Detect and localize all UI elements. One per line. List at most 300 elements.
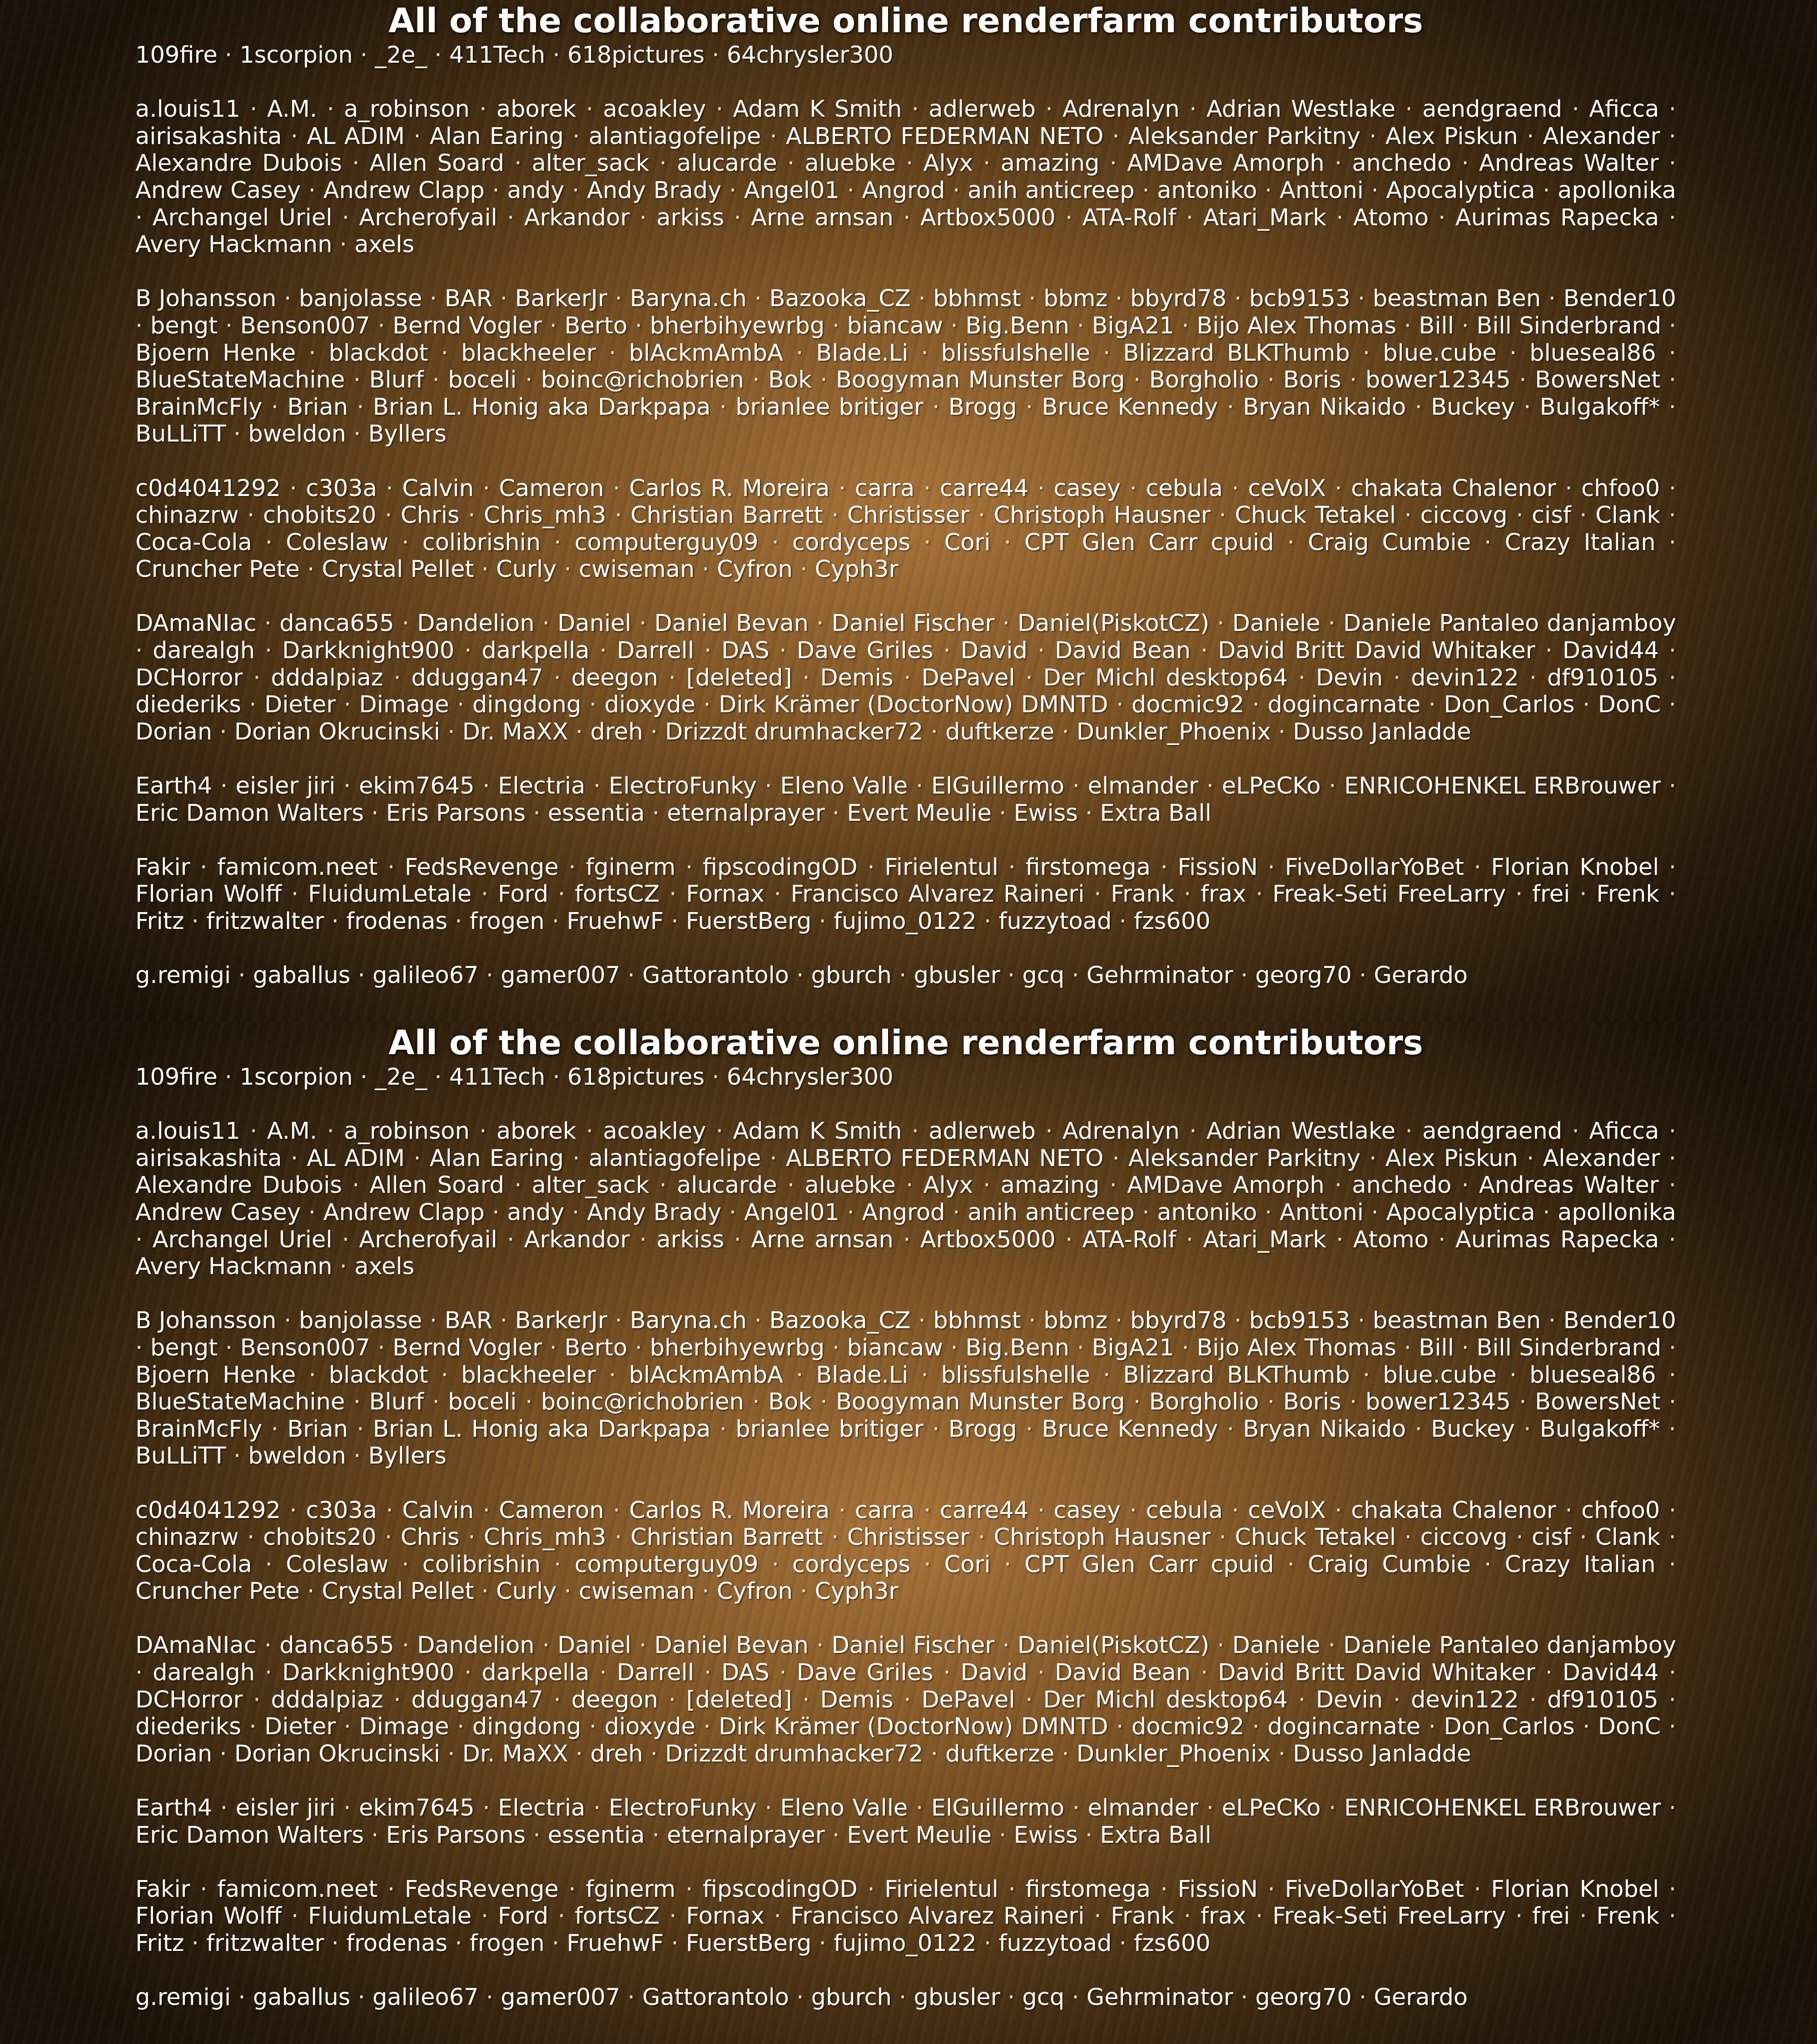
contributor-name: darealgh [153,1659,255,1687]
contributor-name: blissfulshelle [941,339,1091,367]
contributor-name: BrainMcFly [135,393,263,421]
contributor-name: adlerweb [928,96,1036,123]
contributor-name: frei [1532,1903,1570,1930]
contributor-name: georg70 [1255,962,1352,989]
separator-dot: · [1183,881,1191,908]
contributor-name: df910105 [1547,664,1658,691]
contributor-name: Chris [400,502,460,529]
separator-dot: · [457,691,465,719]
separator-dot: · [1484,1551,1492,1578]
contributor-name: Bok [768,1389,812,1416]
contributor-name: FluidumLetale [308,881,472,908]
contributor-name: eisler jiri [235,773,336,800]
separator-dot: · [832,799,840,827]
contributor-name: Brian [287,393,348,421]
contributor-name: galileo67 [372,1984,479,2011]
separator-dot: · [1668,1659,1677,1687]
contributor-name: Dr. MaXX [462,1740,568,1767]
separator-dot: · [668,1686,676,1713]
contributor-name: AL ADIM [307,123,405,150]
contributor-name: fujimo_0122 [834,1930,977,1957]
contributor-name: FuerstBerg [685,908,812,935]
separator-dot: · [831,1524,839,1551]
separator-dot: · [1002,1632,1010,1659]
separator-dot: · [1350,367,1357,394]
separator-dot: · [1133,1389,1141,1416]
contributor-name: anchedo [1352,1172,1452,1199]
separator-dot: · [1668,1551,1677,1578]
separator-dot: · [507,204,515,231]
separator-dot: · [932,393,940,421]
contributor-name: Alan Earing [429,1145,564,1172]
separator-dot: · [413,123,421,150]
separator-dot: · [639,1226,647,1253]
separator-dot: · [635,1334,642,1361]
separator-dot: · [225,312,233,339]
contributor-name: Extra Ball [1100,799,1211,827]
contributor-name: elmander [1087,1795,1199,1822]
contributor-name: Frenk [1596,1903,1659,1930]
contributor-name: Andy Brady [587,1199,722,1226]
contributor-name: Chuck Tetakel [1235,1524,1396,1551]
contributor-name: Crystal Pellet [322,1578,474,1605]
separator-dot: · [1200,637,1208,665]
contributor-name: ElGuillermo [931,773,1065,800]
separator-dot: · [771,1551,779,1578]
contributor-name: Buckey [1431,393,1515,421]
separator-dot: · [953,177,960,204]
contributor-name: dogincarnate [1267,1713,1421,1741]
contributor-name: Eris Parsons [386,799,526,827]
contributor-name: Adrian Westlake [1206,96,1396,123]
separator-dot: · [1515,1903,1523,1930]
contributor-name: diederiks [135,691,241,719]
contributor-name: Anttoni [1280,1199,1364,1226]
contributor-name: Adam K Smith [733,1118,902,1145]
contributor-name: Eleno Valle [780,773,908,800]
contributor-name: biancaw [847,312,943,339]
separator-dot: · [402,1551,409,1578]
contributor-name: DAS [721,637,769,665]
contributor-name: David Britt David Whitaker [1218,1659,1535,1687]
contributor-name: devin122 [1411,664,1519,691]
separator-dot: · [704,1659,712,1687]
separator-dot: · [796,962,804,989]
contributor-name: Blizzard BLKThumb [1123,339,1350,367]
separator-dot: · [754,1307,762,1335]
contributor-name: Big.Benn [965,1334,1070,1361]
separator-dot: · [250,1118,258,1145]
separator-dot: · [1335,1497,1342,1524]
contributor-name: georg70 [1255,1984,1352,2011]
separator-dot: · [771,529,779,556]
separator-dot: · [576,1740,583,1767]
contributor-name: FiveDollarYoBet [1285,853,1464,881]
contributor-name: FissioN [1177,1875,1258,1903]
separator-dot: · [671,908,679,935]
separator-dot: · [1206,1795,1214,1822]
separator-dot: · [1371,177,1379,204]
separator-dot: · [1668,1389,1677,1416]
contributor-name: blAckmAmbA [629,339,784,367]
separator-dot: · [1025,664,1033,691]
contributor-name: Apocalyptica [1386,177,1535,204]
separator-dot: · [1524,1415,1531,1443]
separator-dot: · [135,1334,143,1361]
separator-dot: · [916,773,923,800]
separator-dot: · [1298,664,1306,691]
separator-dot: · [1003,529,1012,556]
contributor-name: Bryan Nikaido [1243,1415,1406,1443]
contributor-name: David [960,1659,1028,1687]
contributor-name: famicom.neet [217,1875,378,1903]
separator-dot: · [1037,475,1045,502]
contributor-name: gcq [1022,1984,1065,2011]
separator-dot: · [135,1659,143,1687]
contributor-name: 1scorpion [239,1064,353,1091]
contributor-name: BlueStateMachine [135,1389,345,1416]
contributor-name: Ford [498,881,549,908]
contributor-name: gamer007 [501,962,621,989]
separator-dot: · [360,42,368,69]
separator-dot: · [906,1172,913,1199]
contributor-name: fortsCZ [575,881,660,908]
contributor-group [135,1795,1676,1849]
contributor-name: aendgraend [1422,96,1563,123]
separator-dot: · [903,1226,911,1253]
separator-dot: · [1358,1307,1365,1335]
contributor-name: bower12345 [1365,1389,1511,1416]
contributor-name: c303a [306,1497,377,1524]
contributor-name: Daniel Fischer [831,1632,995,1659]
separator-dot: · [1668,96,1677,123]
separator-dot: · [434,42,442,69]
separator-dot: · [377,1334,385,1361]
separator-dot: · [233,421,241,448]
separator-dot: · [249,1713,257,1741]
contributor-name: BAR [444,1307,493,1335]
separator-dot: · [1133,367,1141,394]
contributor-name: carra [854,1497,915,1524]
separator-dot: · [1072,773,1080,800]
contributor-name: cwiseman [579,1578,695,1605]
contributor-name: Bulgakoff* [1539,1415,1660,1443]
separator-dot: · [447,718,455,745]
contributor-name: AL ADIM [307,1145,405,1172]
contributor-name: Aficca [1589,1118,1659,1145]
separator-dot: · [1362,339,1370,367]
contributor-name: Curly [496,556,557,583]
contributor-name: computerguy09 [574,1551,759,1578]
separator-dot: · [1371,1199,1379,1226]
separator-dot: · [386,475,393,502]
separator-dot: · [923,475,931,502]
contributor-name: alantiagofelipe [588,1145,761,1172]
contributor-name: Andrew Clapp [323,177,485,204]
contributor-name: bengt [150,1334,218,1361]
contributor-name: Adrian Westlake [1206,1118,1396,1145]
contributor-name: Drizzdt drumhacker72 [665,1740,923,1767]
separator-dot: · [220,773,228,800]
contributor-name: blue.cube [1383,1361,1497,1389]
separator-dot: · [1359,1984,1367,2011]
contributor-name: Evert Meulie [847,1821,992,1849]
separator-dot: · [1668,691,1676,719]
separator-dot: · [357,962,365,989]
contributor-name: cordyceps [792,529,911,556]
separator-dot: · [671,1930,679,1957]
contributor-name: gburch [811,1984,892,2011]
separator-dot: · [1112,123,1120,150]
separator-dot: · [554,529,561,556]
contributor-name: fortsCZ [575,1903,660,1930]
separator-dot: · [719,393,727,421]
separator-dot: · [1668,502,1676,529]
contributor-name: fzs600 [1134,908,1211,935]
separator-dot: · [290,1145,298,1172]
contributor-name: Christoph Hausner [993,502,1211,529]
contributor-name: Arne arnsan [751,204,894,231]
separator-dot: · [1103,1361,1111,1389]
separator-dot: · [932,1415,940,1443]
separator-dot: · [754,285,762,313]
separator-dot: · [1393,664,1401,691]
contributor-name: Earth4 [135,1795,213,1822]
separator-dot: · [549,312,557,339]
contributor-name: Allen Soard [369,1172,505,1199]
contributor-group [135,1876,1676,1957]
contributor-name: chfoo0 [1581,475,1660,502]
contributor-name: ekim7645 [359,773,475,800]
contributor-name: Blurf [369,1389,424,1416]
contributor-name: Gattorantolo [642,962,789,989]
contributor-name: David44 [1562,1659,1659,1687]
separator-dot: · [1109,1172,1117,1199]
contributor-name: fuzzytoad [998,1930,1112,1957]
contributor-group [135,1307,1676,1470]
separator-dot: · [514,1172,522,1199]
separator-dot: · [265,1551,273,1578]
contributor-name: Bender10 [1563,1307,1676,1335]
separator-dot: · [650,1740,658,1767]
contributor-name: Darkknight900 [282,1659,455,1687]
contributor-name: 1scorpion [239,42,353,69]
separator-dot: · [1668,339,1676,367]
separator-dot: · [371,799,379,827]
contributor-name: BarkerJr [515,1307,607,1335]
separator-dot: · [1278,718,1286,745]
contributor-name: diederiks [135,1713,241,1741]
separator-dot: · [615,1307,622,1335]
separator-dot: · [514,150,522,177]
contributor-name: 618pictures [567,1064,705,1091]
separator-dot: · [291,1903,299,1930]
contributor-name: Don_Carlos [1444,691,1575,719]
contributor-name: fginerm [586,853,676,881]
contributor-name: Andrew Casey [135,1199,301,1226]
contributor-name: blueseal86 [1529,1361,1656,1389]
contributor-name: Archerofyail [359,1226,497,1253]
separator-dot: · [1265,177,1272,204]
separator-dot: · [1072,1795,1080,1822]
contributor-name: brianlee britiger [735,1415,923,1443]
contributor-name: arkiss [656,204,725,231]
contributor-name: Crazy Italian [1504,1551,1656,1578]
contributor-name: Baryna.ch [630,285,747,313]
separator-dot: · [343,773,351,800]
contributor-name: Cyph3r [814,1578,899,1605]
contributor-name: Daniele Pantaleo danjamboy [1343,1632,1677,1659]
separator-dot: · [402,1632,410,1659]
contributor-name: g.remigi [135,1984,231,2011]
contributor-name: Daniel(PiskotCZ) [1017,1632,1210,1659]
contributor-name: ElectroFunky [609,1795,757,1822]
contributor-name: DAS [721,1659,769,1687]
contributor-name: Archangel Uriel [152,1226,333,1253]
contributor-name: DonC [1598,1713,1661,1741]
contributor-name: bbyrd78 [1130,1307,1227,1335]
separator-dot: · [1484,529,1492,556]
contributor-name: Dunkler_Phoenix [1076,1740,1271,1767]
credits-title: All of the collaborative online renderfarm contributors [388,1,1423,40]
contributor-name: Francisco Alvarez Raineri [790,1903,1085,1930]
contributor-name: Frank [1111,1903,1175,1930]
separator-dot: · [639,610,647,637]
contributor-name: Bender10 [1563,285,1676,313]
contributor-group [135,1632,1676,1767]
contributor-name: fritzwalter [206,908,324,935]
separator-dot: · [434,1064,442,1091]
contributor-name: ciccovg [1420,502,1508,529]
contributor-name: Alex Piskun [1385,1145,1518,1172]
separator-dot: · [769,1145,777,1172]
contributor-name: Dieter [264,691,336,719]
contributor-name: chinazrw [135,502,239,529]
separator-dot: · [468,1524,476,1551]
contributor-name: A.M. [267,96,318,123]
contributor-name: dduggan47 [411,1686,543,1713]
contributor-name: 618pictures [567,42,705,69]
separator-dot: · [200,853,208,881]
separator-dot: · [1548,285,1556,313]
separator-dot: · [564,1578,571,1605]
contributor-name: chakata Chalenor [1351,1497,1556,1524]
contributor-group [135,854,1676,935]
separator-dot: · [847,1199,854,1226]
contributor-name: antoniko [1157,1199,1257,1226]
separator-dot: · [357,1984,365,2011]
separator-dot: · [1189,96,1197,123]
contributor-name: firstomega [1025,1875,1151,1903]
separator-dot: · [1065,204,1073,231]
separator-dot: · [1240,1984,1248,2011]
separator-dot: · [1668,881,1676,908]
contributor-name: bcb9153 [1249,285,1350,313]
separator-dot: · [1267,367,1275,394]
separator-dot: · [1526,1145,1534,1172]
separator-dot: · [552,908,560,935]
separator-dot: · [787,150,795,177]
contributor-name: [deleted] [686,664,792,691]
separator-dot: · [481,1903,489,1930]
separator-dot: · [704,637,712,665]
separator-dot: · [847,177,854,204]
contributor-name: Florian Knobel [1491,1875,1659,1903]
contributor-name: ElGuillermo [931,1795,1065,1822]
contributor-name: darkpella [482,637,590,665]
separator-dot: · [486,1984,494,2011]
contributor-name: Andreas Walter [1479,150,1659,177]
separator-dot: · [1025,1415,1033,1443]
contributor-name: bbhmst [933,1307,1021,1335]
contributor-name: Daniel Fischer [831,610,995,637]
contributor-name: Artbox5000 [920,1226,1056,1253]
separator-dot: · [779,637,787,665]
contributor-name: Bruce Kennedy [1042,1415,1218,1443]
contributor-name: Chris [400,1524,460,1551]
separator-dot: · [1129,1497,1137,1524]
contributor-name: Alex Piskun [1385,123,1518,150]
contributor-name: Blade.Li [816,1361,908,1389]
separator-dot: · [500,1307,507,1335]
separator-dot: · [135,312,143,339]
contributor-name: Cyfron [716,556,793,583]
separator-dot: · [1519,1389,1527,1416]
separator-dot: · [1668,1903,1676,1930]
contributor-name: Blade.Li [816,339,908,367]
separator-dot: · [978,1524,986,1551]
separator-dot: · [308,1361,316,1389]
separator-dot: · [796,1984,804,2011]
contributor-name: gbusler [913,1984,1000,2011]
separator-dot: · [715,1118,724,1145]
contributor-name: Avery Hackmann [135,1253,333,1280]
separator-dot: · [1526,123,1534,150]
separator-dot: · [357,1415,364,1443]
contributor-name: bcb9153 [1249,1307,1350,1335]
contributor-name: aendgraend [1422,1118,1563,1145]
separator-dot: · [1668,1415,1676,1443]
separator-dot: · [247,1524,255,1551]
contributor-name: Bazooka_CZ [769,285,911,313]
separator-dot: · [1007,962,1015,989]
separator-dot: · [1668,1172,1677,1199]
contributor-name: bherbihyewrbg [650,1334,825,1361]
separator-dot: · [1668,1334,1677,1361]
separator-dot: · [1369,1145,1377,1172]
separator-dot: · [703,1713,711,1741]
separator-dot: · [719,1415,727,1443]
separator-dot: · [1267,853,1275,881]
contributor-name: Boogyman Munster Borg [836,367,1125,394]
contributor-name: gaballus [253,962,351,989]
contributor-name: dingdong [472,691,581,719]
separator-dot: · [703,691,711,719]
separator-dot: · [652,1821,660,1849]
separator-dot: · [752,367,760,394]
separator-dot: · [1329,773,1336,800]
contributor-name: Dieter [264,1713,336,1741]
contributor-name: beastman Ben [1372,1307,1541,1335]
contributor-name: Darrell [616,1659,695,1687]
contributor-name: Brogg [948,1415,1017,1443]
separator-dot: · [308,177,316,204]
contributor-name: adlerweb [928,1118,1036,1145]
separator-dot: · [441,1361,448,1389]
separator-dot: · [650,718,658,745]
separator-dot: · [479,96,487,123]
contributor-name: Carlos R. Moreira [629,475,830,502]
